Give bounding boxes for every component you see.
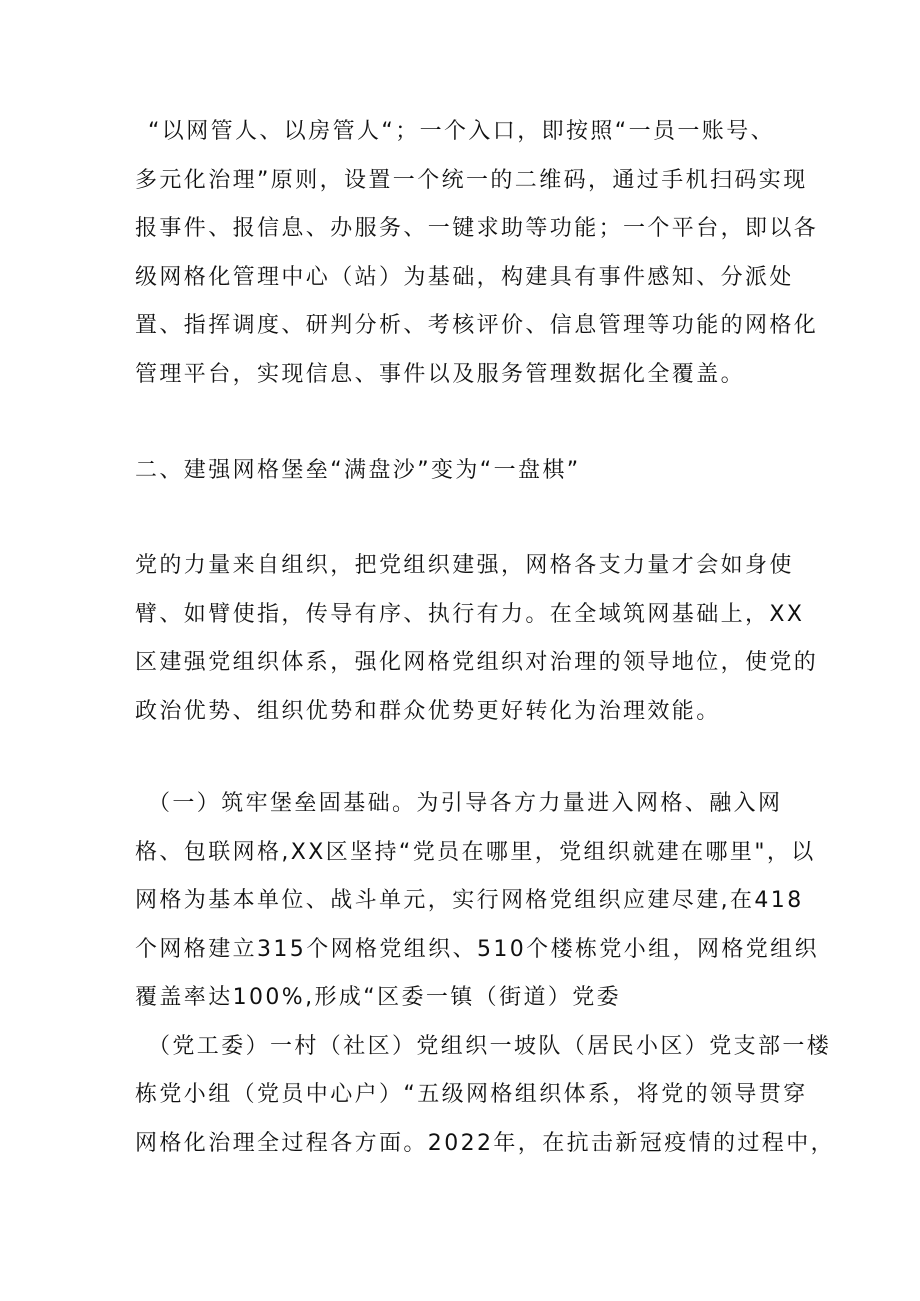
paragraph-1-line-4: 级网格化管理中心（站）为基础，构建具有事件感知、分派处 (135, 265, 794, 290)
paragraph-1-line-5: 置、指挥调度、研判分析、考核评价、信息管理等功能的网格化 (135, 313, 819, 338)
paragraph-2-line-2: 臂、如臂使指，传导有序、执行有力。在全域筑网基础上，XX (135, 602, 805, 627)
paragraph-1-line-2: 多元化治理”原则，设置一个统一的二维码，通过手机扫码实现 (135, 168, 808, 193)
paragraph-3-line-5: 覆盖率达100%,形成“区委一镇（街道）党委 (135, 985, 622, 1010)
paragraph-3-line-1: （一）筑牢堡垒固基础。为引导各方力量进入网格、融入网 (148, 791, 783, 816)
paragraph-3-line-4: 个网格建立315个网格党组织、510个楼栋党小组，网格党组织 (135, 937, 819, 962)
section-heading: 二、建强网格堡垒“满盘沙”变为“一盘棋” (135, 458, 581, 483)
paragraph-1-line-1: “以网管人、以房管人“；一个入口，即按照“一员一账号、 (148, 119, 775, 144)
paragraph-2-line-3: 区建强党组织体系，强化网格党组织对治理的领导地位，使党的 (135, 650, 819, 675)
paragraph-3-line-6: （党工委）一村（社区）党组织一坡队（居民小区）党支部一楼 (148, 1034, 832, 1059)
paragraph-3-line-8: 网格化治理全过程各方面。2022年，在抗击新冠疫情的过程中， (135, 1131, 835, 1156)
paragraph-3-line-3: 网格为基本单位、战斗单元，实行网格党组织应建尽建,在418 (135, 888, 804, 913)
paragraph-3-line-7: 栋党小组（党员中心户）“五级网格组织体系，将党的领导贯穿 (135, 1082, 808, 1107)
paragraph-3-line-2: 格、包联网格,XX区坚持“党员在哪里，党组织就建在哪里"，以 (135, 840, 816, 865)
paragraph-1-line-3: 报事件、报信息、办服务、一键求助等功能；一个平台，即以各 (135, 216, 819, 241)
paragraph-1-line-6: 管理平台，实现信息、事件以及服务管理数据化全覆盖。 (135, 362, 746, 387)
paragraph-2-line-1: 党的力量来自组织，把党组织建强，网格各支力量才会如身使 (135, 553, 794, 578)
paragraph-2-line-4: 政治优势、组织优势和群众优势更好转化为治理效能。 (135, 699, 721, 724)
